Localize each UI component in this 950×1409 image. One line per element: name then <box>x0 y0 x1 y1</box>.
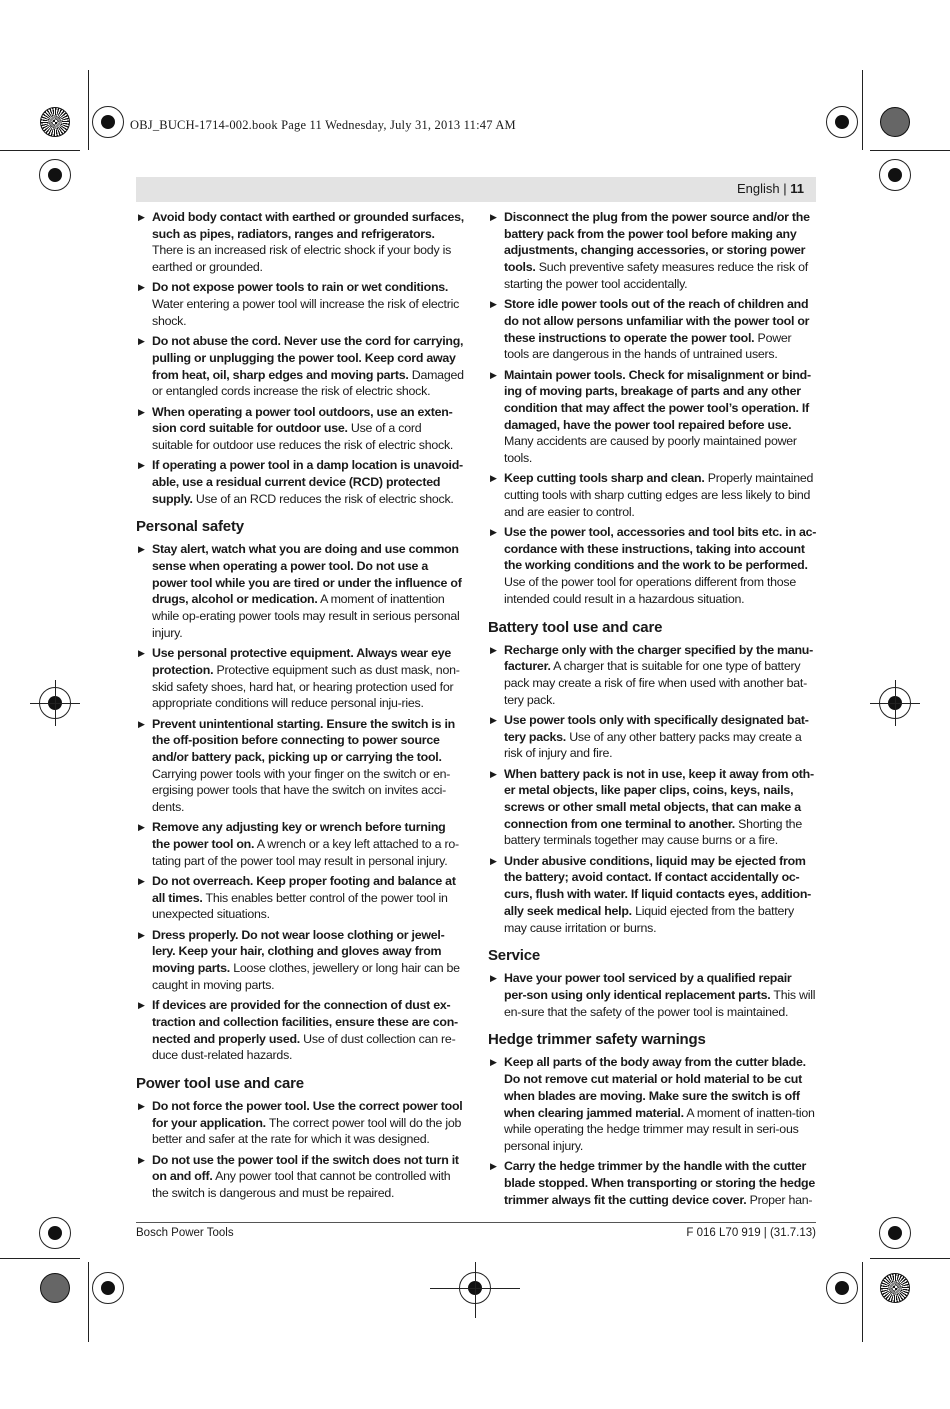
item-body-text: Many accidents are caused by poorly maintained power tools. <box>504 434 797 466</box>
item-bold-text: If devices are provided for the connection of dust ex-traction and collection facilities, ensure these are con-nected and properly used. <box>152 998 458 1046</box>
item-bold-text: Keep all parts of the body away from the cutter blade. Do not remove cut material or hold material to be cut when blades are moving. Make sure the switch is off when clearing jammed material. <box>504 1055 806 1120</box>
section-heading-battery: Battery tool use and care <box>488 618 663 636</box>
item-body-text: A moment of inatten-tion while operating the hedge trimmer may result in seri-ous personal injury. <box>504 1105 815 1153</box>
item-bold-text: Stay alert, watch what you are doing and use common sense when operating a power tool. Do not use a power tool while you are tired or under the influence of drugs, alcohol or medication. <box>152 542 462 607</box>
item-body-text: Use of the power tool for operations different from those intended could result in a hazardous situation. <box>504 575 797 606</box>
item-body-text: Any power tool that cannot be controlled with the switch is dangerous and must be repaired. <box>152 1169 451 1201</box>
item-body-text: Power tools are dangerous in the hands of untrained users. <box>504 330 792 362</box>
crosshair-icon <box>879 1217 911 1249</box>
page-header-label <box>737 181 804 196</box>
bullet-list <box>136 1098 465 1202</box>
bullet-list <box>136 209 465 507</box>
item-bold-text: If operating a power tool in a damp location is unavoid-able, use a residual current device (RCD) protected supply. <box>152 458 463 506</box>
list-item <box>136 404 465 454</box>
section-heading-hedge-trimmer: Hedge trimmer safety warnings <box>488 1031 706 1049</box>
bullet-triangle-icon: ▶ <box>138 929 145 940</box>
item-body-text: A charger that is suitable for one type of battery pack may create a risk of fire when used with another bat-tery pack. <box>504 659 807 707</box>
item-body-text: The correct power tool will do the job better and safer at the rate for which it was designed. <box>152 1115 462 1147</box>
item-bold-text: Keep cutting tools sharp and clean. <box>504 471 705 486</box>
header-separator: | <box>779 181 791 196</box>
bullet-triangle-icon: ▶ <box>490 855 497 866</box>
bullet-triangle-icon: ▶ <box>138 876 145 887</box>
item-bold-text: Store idle power tools out of the reach of children and do not allow persons unfamiliar with the power tool or these instructions to operate the power tool. <box>504 297 810 345</box>
list-item <box>488 296 817 363</box>
item-body-text: A moment of inattention while op-erating power tools may result in serious personal injury. <box>152 592 460 640</box>
bullet-list <box>488 209 817 608</box>
bullet-list <box>488 970 817 1020</box>
bullet-triangle-icon: ▶ <box>490 527 497 538</box>
bullet-triangle-icon: ▶ <box>490 299 497 310</box>
bullet-triangle-icon: ▶ <box>490 1057 497 1068</box>
item-body-text: Damaged or entangled cords increase the risk of electric shock. <box>152 367 464 399</box>
crosshair-icon <box>92 1272 124 1304</box>
item-body-text: Shorting the battery terminals together may cause burns or a fire. <box>504 816 802 848</box>
item-bold-text: Do not force the power tool. Use the correct power tool for your application. <box>152 1098 463 1130</box>
item-body-text: Use of a cord suitable for outdoor use reduces the risk of electric shock. <box>152 421 454 452</box>
item-bold-text: Carry the hedge trimmer by the handle with the cutter blade stopped. When transporting or storing the hedge trimmer always fit the cutting device cover. <box>504 1159 815 1207</box>
right-column <box>488 209 817 1212</box>
item-bold-text: Prevent unintentional starting. Ensure the switch is in the off-position before connecting to power source and/or battery pack, picking up or carrying the tool. <box>152 716 455 764</box>
item-bold-text: Have your power tool serviced by a qualified repair per-son using only identical replacement parts. <box>504 971 792 1002</box>
footer-rule <box>136 1222 816 1223</box>
list-item <box>488 642 817 709</box>
crosshair-icon <box>826 106 858 138</box>
bullet-triangle-icon: ▶ <box>490 1161 497 1172</box>
crop-line <box>870 150 950 151</box>
bullet-triangle-icon: ▶ <box>138 718 145 729</box>
list-item <box>136 209 465 276</box>
crop-line <box>30 703 80 704</box>
item-bold-text: Dress properly. Do not wear loose clothing or jewel-lery. Keep your hair, clothing and gloves away from moving parts. <box>152 927 445 976</box>
item-bold-text: Remove any adjusting key or wrench before turning the power tool on. <box>152 820 446 852</box>
crosshair-icon <box>92 106 124 138</box>
list-item <box>488 853 817 937</box>
language-label: English <box>737 181 780 196</box>
section-heading-service: Service <box>488 947 540 965</box>
list-item <box>488 1054 817 1154</box>
list-item <box>488 470 817 520</box>
list-item <box>488 1158 817 1208</box>
item-bold-text: Use the power tool, accessories and tool bits etc. in ac-cordance with these instructions, taking into account the working conditions and the work to be performed. <box>504 525 817 573</box>
list-item <box>136 873 465 923</box>
item-body-text: Protective equipment such as dust mask, non-skid safety shoes, hard hat, or hearing protection used for appropriate conditions will reduce personal inju-ries. <box>152 662 460 711</box>
bullet-triangle-icon: ▶ <box>138 282 145 293</box>
bullet-triangle-icon: ▶ <box>490 212 497 222</box>
item-bold-text: Do not use the power tool if the switch does not turn it on and off. <box>152 1152 459 1184</box>
item-bold-text: Under abusive conditions, liquid may be ejected from the battery; avoid contact. If contact accidentally oc-curs, flush with water. If liquid contacts eyes, addition-ally seek medical help. <box>504 853 812 918</box>
item-body-text: Proper han- <box>746 1192 813 1207</box>
crop-line <box>88 70 89 150</box>
registration-target-icon <box>40 107 70 137</box>
item-bold-text: Do not abuse the cord. Never use the cord for carrying, pulling or unplugging the power tool. Keep cord away from heat, oil, sharp edges and moving parts. <box>152 334 464 382</box>
item-bold-text: Disconnect the plug from the power source and/or the battery pack from the power tool before making any adjustments, changing accessories, or storing power tools. <box>504 210 810 275</box>
crop-line <box>88 1262 89 1342</box>
crop-line <box>870 1258 950 1259</box>
item-bold-text: Maintain power tools. Check for misalignment or bind-ing of moving parts, breakage of parts and any other condition that may affect the power tool’s operation. If damaged, have the power tool repaired before use. <box>504 367 811 432</box>
item-body-text: Use of an RCD reduces the risk of electric shock. <box>192 491 454 506</box>
item-body-text: Properly maintained cutting tools with sharp cutting edges are less likely to bind and are easier to control. <box>504 471 814 519</box>
list-item <box>136 541 465 641</box>
bullet-triangle-icon: ▶ <box>490 768 497 779</box>
section-heading-personal-safety: Personal safety <box>136 518 244 536</box>
bullet-triangle-icon: ▶ <box>490 714 497 725</box>
crop-line <box>430 1288 520 1289</box>
list-item <box>488 712 817 762</box>
item-body-text: Such preventive safety measures reduce the risk of starting the power tool accidentally. <box>504 260 808 291</box>
item-bold-text: Do not expose power tools to rain or wet conditions. <box>152 280 449 295</box>
bullet-triangle-icon: ▶ <box>138 1154 145 1165</box>
print-header: OBJ_BUCH-1714-002.book Page 11 Wednesday, July 31, 2013 11:47 AM <box>130 118 516 132</box>
item-body-text: A wrench or a key left attached to a ro-tating part of the power tool may result in personal injury. <box>152 837 459 868</box>
item-body-text: Water entering a power tool will increase the risk of electric shock. <box>152 297 460 328</box>
section-heading-power-tool-use: Power tool use and care <box>136 1074 304 1092</box>
bullet-triangle-icon: ▶ <box>138 212 145 222</box>
footer-brand: Bosch Power Tools <box>136 1227 234 1239</box>
bullet-triangle-icon: ▶ <box>138 1000 145 1011</box>
crop-line <box>0 1258 80 1259</box>
list-item <box>136 333 465 400</box>
item-body-text: There is an increased risk of electric shock if your body is earthed or grounded. <box>152 243 452 275</box>
bullet-triangle-icon: ▶ <box>138 406 145 417</box>
list-item <box>136 716 465 816</box>
list-item <box>136 997 465 1064</box>
list-item <box>136 1152 465 1202</box>
item-bold-text: Recharge only with the charger specified by the manu-facturer. <box>504 642 813 674</box>
page-number: 11 <box>790 181 804 196</box>
registration-target-icon <box>880 107 910 137</box>
crop-line <box>862 70 863 150</box>
bullet-triangle-icon: ▶ <box>138 336 145 347</box>
bullet-list <box>488 1054 817 1208</box>
item-body-text: Carrying power tools with your finger on the switch or en-ergising power tools that have the switch on invites acci-dents. <box>152 766 451 815</box>
list-item <box>136 819 465 869</box>
crosshair-icon <box>39 1217 71 1249</box>
page-header-bar <box>136 177 816 202</box>
item-body-text: Loose clothes, jewellery or long hair can be caught in moving parts. <box>152 961 460 992</box>
crosshair-icon <box>39 159 71 191</box>
list-item <box>488 970 817 1020</box>
item-body-text: This enables better control of the power tool in unexpected situations. <box>152 890 448 922</box>
bullet-triangle-icon: ▶ <box>490 369 497 380</box>
bullet-triangle-icon: ▶ <box>138 1100 145 1111</box>
footer-doc-number: F 016 L70 919 | (31.7.13) <box>686 1227 816 1239</box>
crop-line <box>0 150 80 151</box>
crop-line <box>870 703 920 704</box>
list-item <box>136 457 465 507</box>
registration-target-icon <box>880 1273 910 1303</box>
bullet-triangle-icon: ▶ <box>138 460 145 471</box>
crop-line <box>862 1262 863 1342</box>
item-body-text: Use of dust collection can re-duce dust-related hazards. <box>152 1031 456 1063</box>
list-item <box>136 279 465 329</box>
bullet-triangle-icon: ▶ <box>490 473 497 484</box>
item-bold-text: When operating a power tool outdoors, use an exten-sion cord suitable for outdoor use. <box>152 404 453 436</box>
item-body-text: Liquid ejected from the battery may cause irritation or burns. <box>504 903 794 935</box>
item-bold-text: Avoid body contact with earthed or grounded surfaces, such as pipes, radiators, ranges and refrigerators. <box>152 210 464 241</box>
list-item <box>136 645 465 712</box>
registration-target-icon <box>40 1273 70 1303</box>
bullet-triangle-icon: ▶ <box>138 822 145 833</box>
bullet-triangle-icon: ▶ <box>490 973 497 984</box>
item-bold-text: Do not overreach. Keep proper footing and balance at all times. <box>152 874 456 905</box>
list-item <box>488 209 817 293</box>
list-item <box>136 1098 465 1148</box>
crosshair-icon <box>826 1272 858 1304</box>
bullet-triangle-icon: ▶ <box>138 544 145 555</box>
list-item <box>136 927 465 994</box>
bullet-triangle-icon: ▶ <box>138 648 145 659</box>
item-body-text: Use of any other battery packs may create a risk of injury and fire. <box>504 729 802 761</box>
item-bold-text: When battery pack is not in use, keep it away from oth-er metal objects, like paper clips, coins, keys, nails, screws or other small metal objects, that can make a connection from one terminal to another. <box>504 766 814 831</box>
bullet-list <box>136 541 465 1064</box>
list-item <box>488 524 817 608</box>
left-column <box>136 209 465 1205</box>
crop-line <box>475 1262 476 1318</box>
list-item <box>488 766 817 850</box>
bullet-triangle-icon: ▶ <box>490 644 497 655</box>
item-bold-text: Use power tools only with specifically designated bat-tery packs. <box>504 712 809 744</box>
crosshair-icon <box>879 159 911 191</box>
bullet-list <box>488 642 817 937</box>
item-body-text: This will en-sure that the safety of the power tool is maintained. <box>504 987 816 1019</box>
item-bold-text: Use personal protective equipment. Always wear eye protection. <box>152 646 451 677</box>
list-item <box>488 367 817 467</box>
